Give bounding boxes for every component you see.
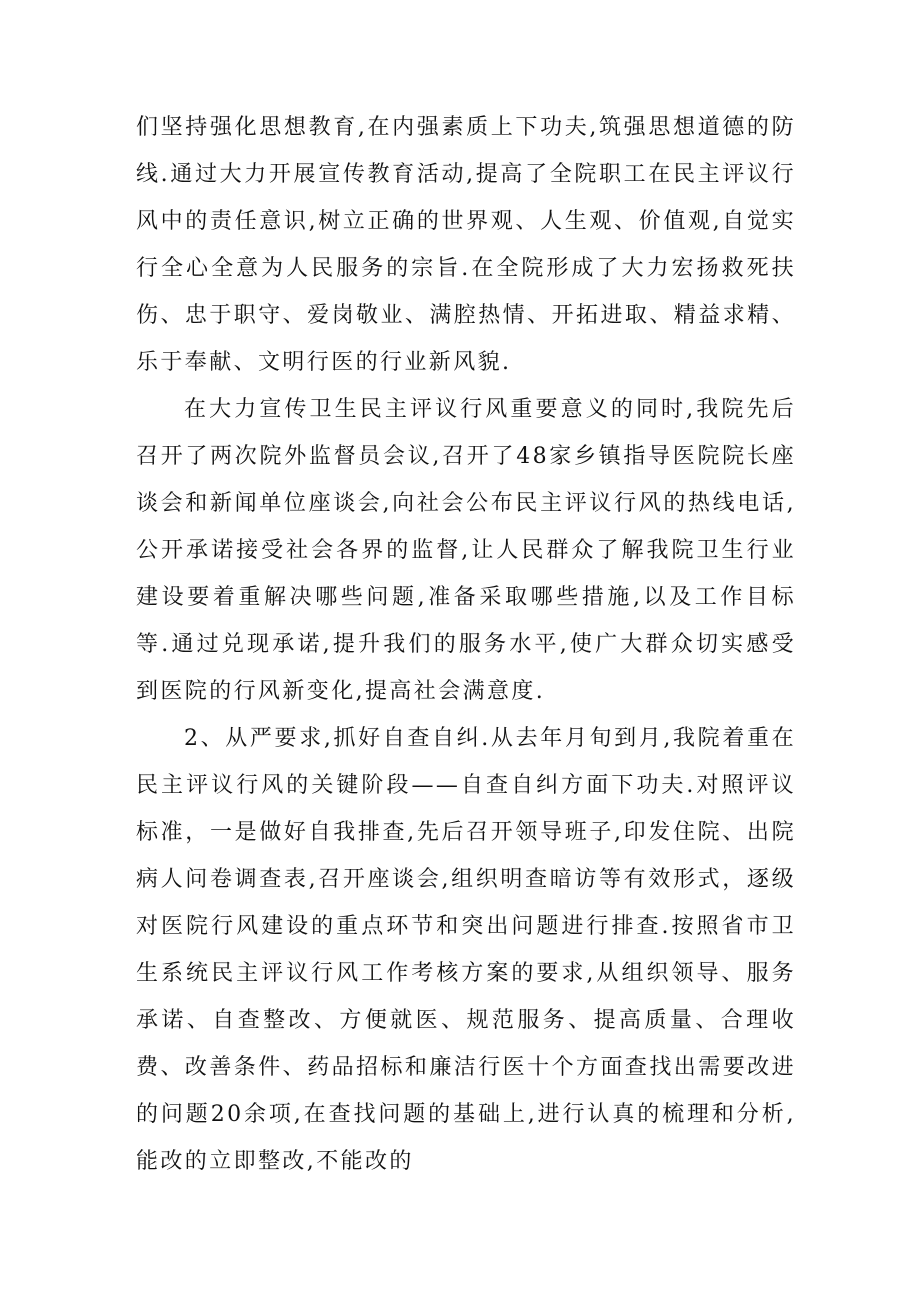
document-body — [136, 104, 796, 1185]
paragraph-2: 在大力宣传卫生民主评议行风重要意义的同时,我院先后召开了两次院外监督员会议,召开了48家乡镇指导医院院长座谈会和新闻单位座谈会,向社会公布民主评议行风的热线电话,公开承诺接受社会各界的监督,让人民群众了解我院卫生行业建设要着重解决哪些问题,准备采取哪些措施,以及工作目标等.通过兑现承诺,提升我们的服务水平,使广大群众切实感受到医院的行风新变化,提高社会满意度. — [136, 397, 796, 704]
paragraph-3: 2、从严要求,抓好自查自纠.从去年月旬到月,我院着重在民主评议行风的关键阶段——自查自纠方面下功夫.对照评议标准，一是做好自我排查,先后召开领导班子,印发住院、出院病人问卷调查表,召开座谈会,组织明查暗访等有效形式，逐级对医院行风建设的重点环节和突出问题进行排查.按照省市卫生系统民主评议行风工作考核方案的要求,从组织领导、服务承诺、自查整改、方便就医、规范服务、提高质量、合理收费、改善条件、药品招标和廉洁行医十个方面查找出需要改进的问题20余项,在查找问题的基础上,进行认真的梳理和分析,能改的立即整改,不能改的 — [136, 726, 796, 1174]
paragraph-1: 们坚持强化思想教育,在内强素质上下功夫,筑强思想道德的防线.通过大力开展宣传教育活动,提高了全院职工在民主评议行风中的责任意识,树立正确的世界观、人生观、价值观,自觉实行全心全意为人民服务的宗旨.在全院形成了大力宏扬救死扶伤、忠于职守、爱岗敬业、满腔热情、开拓进取、精益求精、乐于奉献、文明行医的行业新风貌. — [136, 115, 796, 375]
